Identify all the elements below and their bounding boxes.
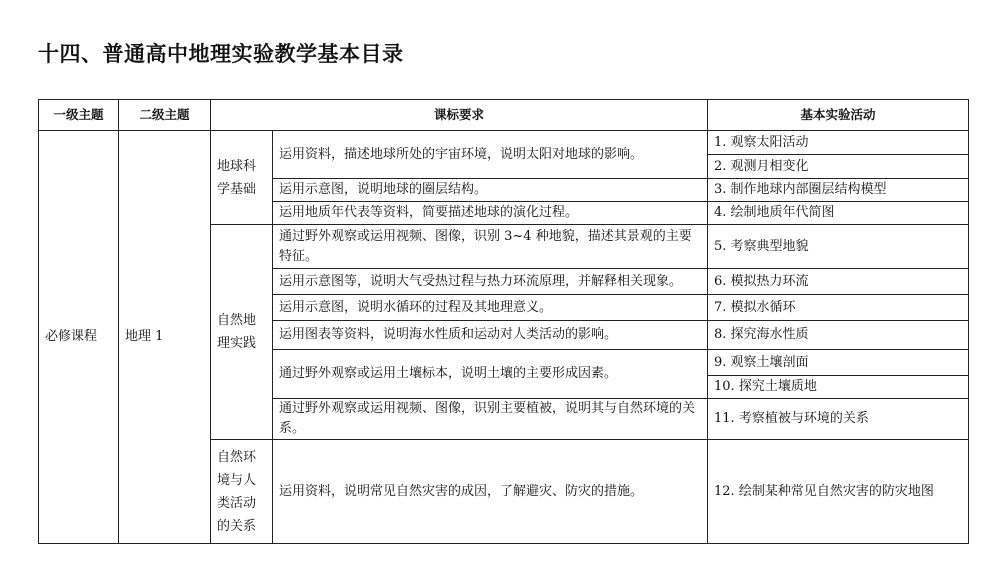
page-title: 十四、普通高中地理实验教学基本目录 <box>38 42 404 66</box>
table-row <box>39 131 969 155</box>
requirement-cell: 运用地质年代表等资料，简要描述地球的演化过程。 <box>273 202 708 225</box>
level1-cell: 必修课程 <box>39 131 119 544</box>
activity-cell: 7. 模拟水循环 <box>708 295 969 321</box>
activity-cell: 3. 制作地球内部圈层结构模型 <box>708 179 969 202</box>
table-body <box>39 131 969 544</box>
requirement-cell: 运用图表等资料，说明海水性质和运动对人类活动的影响。 <box>273 321 708 350</box>
activity-cell: 5. 考察典型地貌 <box>708 225 969 269</box>
header-activity: 基本实验活动 <box>708 100 969 131</box>
activity-cell: 11. 考察植被与环境的关系 <box>708 399 969 440</box>
requirement-cell: 通过野外观察或运用视频、图像，识别 3~4 种地貌，描述其景观的主要特征。 <box>273 225 708 269</box>
unit-label-line: 理实践 <box>217 336 257 351</box>
experiment-catalog-table <box>38 99 969 544</box>
unit-label-cell <box>211 225 273 440</box>
unit-label-line: 境与人 <box>217 472 257 488</box>
unit-label-line: 学基础 <box>217 181 257 197</box>
header-level2: 二级主题 <box>119 100 211 131</box>
activity-cell: 9. 观察土壤剖面 <box>708 350 969 376</box>
unit-label-line: 自然环 <box>217 449 257 465</box>
unit-label-cell <box>211 131 273 225</box>
header-requirement: 课标要求 <box>211 100 708 131</box>
requirement-cell: 运用示意图，说明水循环的过程及其地理意义。 <box>273 295 708 321</box>
activity-cell: 12. 绘制某种常见自然灾害的防灾地图 <box>708 440 969 544</box>
activity-cell: 8. 探究海水性质 <box>708 321 969 350</box>
activity-cell: 10. 探究土壤质地 <box>708 376 969 399</box>
level2-cell: 地理 1 <box>119 131 211 544</box>
activity-cell: 2. 观测月相变化 <box>708 155 969 179</box>
unit-label-line: 地球科 <box>217 158 257 174</box>
unit-label-line: 的关系 <box>217 518 257 534</box>
requirement-cell: 运用资料，描述地球所处的宇宙环境，说明太阳对地球的影响。 <box>273 131 708 179</box>
table-header-row <box>39 100 969 131</box>
requirement-cell: 通过野外观察或运用土壤标本，说明土壤的主要形成因素。 <box>273 350 708 399</box>
unit-label-cell <box>211 440 273 544</box>
activity-cell: 4. 绘制地质年代简图 <box>708 202 969 225</box>
activity-cell: 6. 模拟热力环流 <box>708 269 969 295</box>
requirement-cell: 运用示意图，说明地球的圈层结构。 <box>273 179 708 202</box>
activity-cell: 1. 观察太阳活动 <box>708 131 969 155</box>
unit-label-line: 自然地 <box>217 313 257 328</box>
requirement-cell: 运用示意图等，说明大气受热过程与热力环流原理，并解释相关现象。 <box>273 269 708 295</box>
requirement-cell: 通过野外观察或运用视频、图像，识别主要植被，说明其与自然环境的关系。 <box>273 399 708 440</box>
requirement-cell: 运用资料，说明常见自然灾害的成因，了解避灾、防灾的措施。 <box>273 440 708 544</box>
unit-label-line: 类活动 <box>217 495 257 511</box>
header-level1: 一级主题 <box>39 100 119 131</box>
